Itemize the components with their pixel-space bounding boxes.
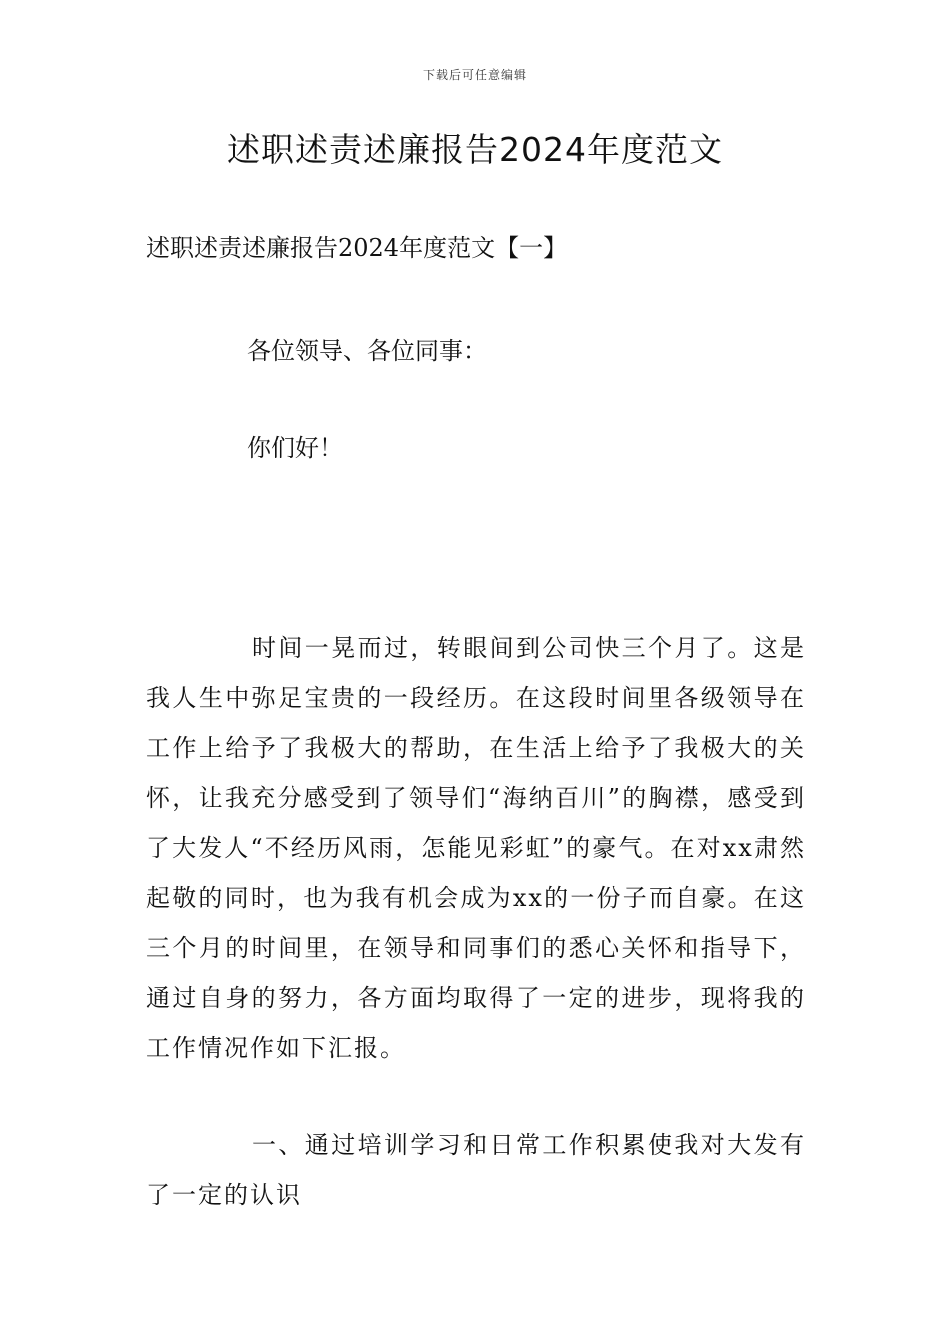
greeting: 你们好！ (247, 434, 343, 462)
body-paragraph-1: 时间一晃而过，转眼间到公司快三个月了。这是我人生中弥足宝贵的一段经历。在这段时间里各级领导在工作上给予了我极大的帮助，在生活上给予了我极大的关怀，让我充分感受到了领导们“海纳百川”的胸襟，感受到了大发人“不经历风雨，怎能见彩虹”的豪气。在对xx肃然起敬的同时，也为我有机会成为xx的一份子而自豪。在这三个月的时间里，在领导和同事们的悉心关怀和指导下，通过自身的努力，各方面均取得了一定的进步，现将我的工作情况作如下汇报。 (146, 634, 806, 1062)
header-note: 下载后可任意编辑 (422, 68, 527, 82)
section-heading: 述职述责述廉报告2024年度范文【一】 (146, 234, 568, 262)
document-title: 述职述责述廉报告2024年度范文 (227, 130, 723, 169)
body-paragraph-2: 一、通过培训学习和日常工作积累使我对大发有了一定的认识 (146, 1131, 806, 1209)
salutation: 各位领导、各位同事： (247, 337, 487, 365)
